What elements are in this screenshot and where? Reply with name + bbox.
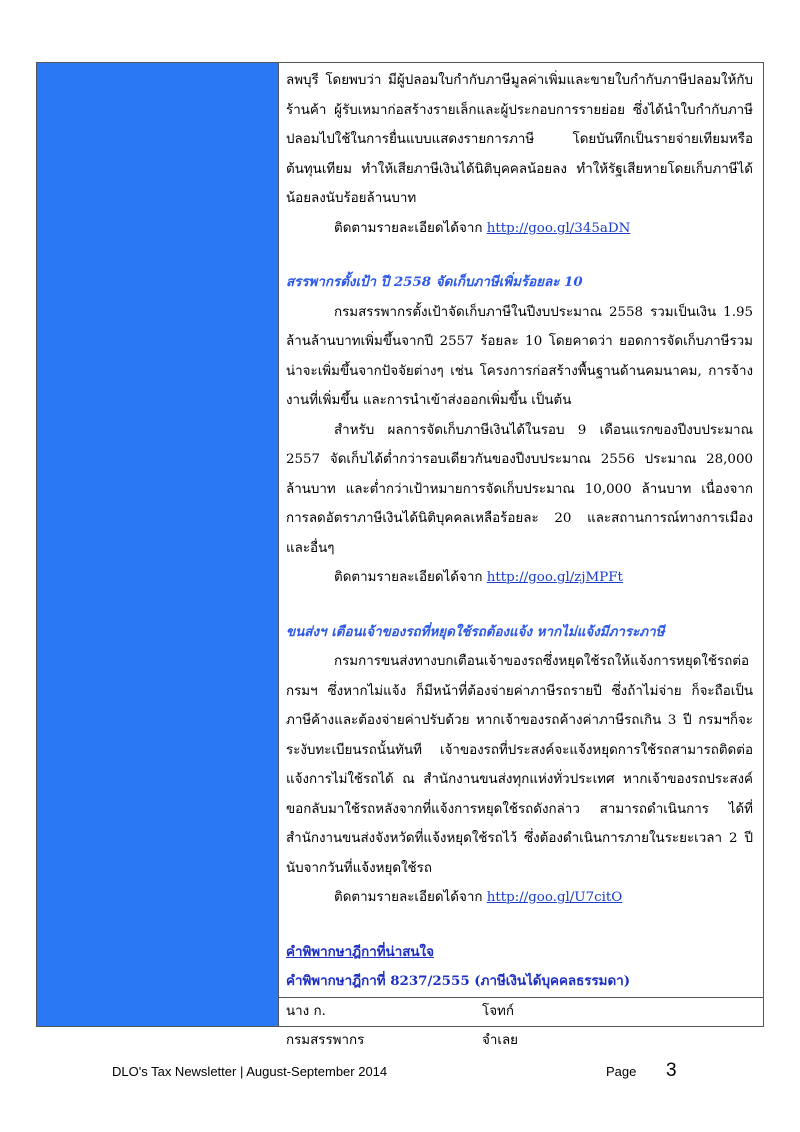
ruling-subtitle: คำพิพากษาฎีกาที่ 8237/2555 (ภาษีเงินได้บุคคลธรรมดา) bbox=[286, 973, 631, 989]
newsletter-title: DLO's Tax Newsletter | August-September 2014 bbox=[112, 1064, 388, 1079]
article2-link[interactable]: http://goo.gl/U7citO bbox=[486, 890, 623, 905]
main-content bbox=[279, 63, 763, 1048]
page-number: 3 bbox=[666, 1060, 677, 1081]
article1-link-prefix: ติดตามรายละเอียดได้จาก bbox=[334, 570, 483, 585]
intro-paragraph: ลพบุรี โดยพบว่า มีผู้ปลอมใบกำกับภาษีมูลค่าเพิ่มและขายใบกำกับภาษีปลอมให้กับร้านค้า ผู้รับเหมาก่อสร้างรายเล็กและผู้ประกอบการรายย่อย ซึ่งได้นำใบกำกับภาษีปลอมไปใช้ในการยื่นแบบแสดงรายการภาษี โดยบันทึกเป็นรายจ่ายเทียมหรือต้นทุนเทียม ทำให้เสียภาษีเงินได้นิติบุคคลน้อยลง ทำให้รัฐเสียหายโดยเก็บภาษีได้น้อยลงนับร้อยล้านบาท bbox=[286, 73, 753, 206]
party-row-plaintiff bbox=[286, 997, 753, 1027]
intro-link-line bbox=[286, 214, 753, 244]
party-role: โจทก์ bbox=[482, 1003, 514, 1019]
article1-link-line bbox=[286, 563, 753, 593]
ruling-title: คำพิพากษาฎีกาที่น่าสนใจ bbox=[286, 943, 434, 960]
parties-table bbox=[286, 997, 753, 1056]
party-row-defendant bbox=[286, 1026, 753, 1056]
page-label: Page bbox=[606, 1064, 637, 1079]
content-frame bbox=[36, 62, 764, 1048]
article1-paragraph2: สำหรับ ผลการจัดเก็บภาษีเงินได้ในรอบ 9 เดือนแรกของปีงบประมาณ 2557 จัดเก็บได้ต่ำกว่ารอบเดียวกันของปีงบประมาณ 2556 ประมาณ 28,000 ล้านบาท และต่ำกว่าเป้าหมายการจัดเก็บประมาณ 10,000 ล้านบาท เนื่องจากการลดอัตราภาษีเงินได้นิติบุคคลเหลือร้อยละ 20 และสถานการณ์ทางการเมืองและอื่นๆ bbox=[286, 422, 753, 556]
intro-link-prefix: ติดตามรายละเอียดได้จาก bbox=[334, 220, 483, 236]
article1-link[interactable]: http://goo.gl/zjMPFt bbox=[486, 570, 623, 585]
article2-heading: ขนส่งฯ เตือนเจ้าของรถที่หยุดใช้รถต้องแจ้ง หากไม่แจ้งมีภาระภาษี bbox=[286, 623, 665, 640]
intro-link[interactable]: http://goo.gl/345aDN bbox=[486, 220, 631, 236]
article2-link-prefix: ติดตามรายละเอียดได้จาก bbox=[334, 890, 483, 905]
blue-sidebar bbox=[37, 63, 279, 1026]
article1-heading: สรรพากรตั้งเป้า ปี 2558 จัดเก็บภาษีเพิ่มร้อยละ 10 bbox=[286, 274, 583, 290]
article1-paragraph1: กรมสรรพากรตั้งเป้าจัดเก็บภาษีในปีงบประมาณ 2558 รวมเป็นเงิน 1.95 ล้านล้านบาทเพิ่มขึ้นจากปี 2557 ร้อยละ 10 โดยคาดว่า ยอดการจัดเก็บภาษีรวมน่าจะเพิ่มขึ้นจากปัจจัยต่างๆ เช่น โครงการก่อสร้างพื้นฐานด้านคมนาคม, การจ้างงานที่เพิ่มขึ้น และการนำเข้าส่งออกเพิ่มขึ้น เป็นต้น bbox=[286, 304, 753, 408]
party-name: นาง ก. bbox=[286, 1003, 326, 1019]
article2-link-line bbox=[286, 883, 753, 913]
party-role: จำเลย bbox=[482, 1033, 518, 1048]
page-footer bbox=[112, 1060, 682, 1081]
article2-paragraph: กรมการขนส่งทางบกเตือนเจ้าของรถซึ่งหยุดใช้รถให้แจ้งการหยุดใช้รถต่อกรมฯ ซึ่งหากไม่แจ้ง ก็มีหน้าที่ต้องจ่ายค่าภาษีรถรายปี ซึ่งถ้าไม่จ่าย ก็จะถือเป็นภาษีค้างและต้องจ่ายค่าปรับด้วย หากเจ้าของรถค้างค่าภาษีรถเกิน 3 ปี กรมฯก็จะระงับทะเบียนรถนั้นทันที เจ้าของรถที่ประสงค์จะแจ้งหยุดการใช้รถสามารถติดต่อแจ้งการไม่ใช้รถได้ ณ สำนักงานขนส่งทุกแห่งทั่วประเทศ หากเจ้าของรถประสงค์ขอกลับมาใช้รถหลังจากที่แจ้งการหยุดใช้รถดังกล่าว สามารถดำเนินการ ได้ที่สำนักงานขนส่งจังหวัดที่แจ้งหยุดใช้รถไว้ ซึ่งต้องดำเนินการภายในระยะเวลา 2 ปีนับจากวันที่แจ้งหยุดใช้รถ bbox=[286, 654, 753, 876]
party-name: กรมสรรพากร bbox=[286, 1033, 365, 1048]
